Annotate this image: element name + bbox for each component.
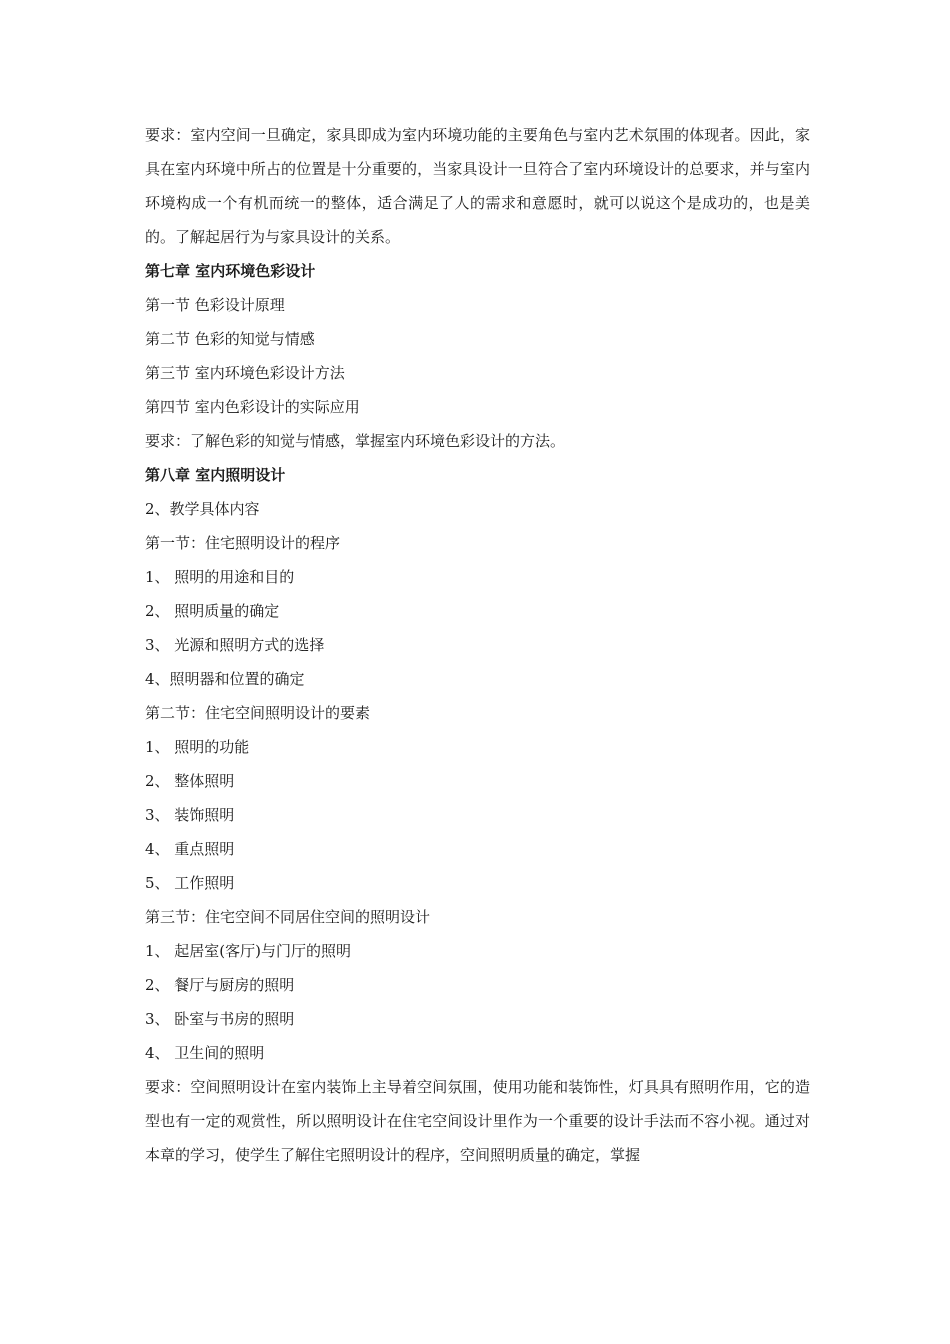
section-3-item-2: 2、 餐厅与厨房的照明 xyxy=(145,976,295,994)
section-3-title: 第三节：住宅空间不同居住空间的照明设计 xyxy=(145,908,431,926)
section-1-title: 第一节：住宅照明设计的程序 xyxy=(145,534,341,552)
chapter-7-section-2: 第二节 色彩的知觉与情感 xyxy=(145,330,315,348)
teaching-content-heading: 2、教学具体内容 xyxy=(145,500,260,518)
section-2-title: 第二节：住宅空间照明设计的要素 xyxy=(145,704,371,722)
section-1-item-3: 3、 光源和照明方式的选择 xyxy=(145,636,325,654)
chapter-7-section-4: 第四节 室内色彩设计的实际应用 xyxy=(145,398,360,416)
section-1-item-4: 4、照明器和位置的确定 xyxy=(145,670,305,688)
section-3-item-1: 1、 起居室(客厅)与门厅的照明 xyxy=(145,942,352,960)
chapter-7-requirement: 要求：了解色彩的知觉与情感，掌握室内环境色彩设计的方法。 xyxy=(145,432,566,450)
section-3-item-4: 4、 卫生间的照明 xyxy=(145,1044,265,1062)
document-page xyxy=(145,118,810,1172)
section-2-item-5: 5、 工作照明 xyxy=(145,874,235,892)
section-2-item-4: 4、 重点照明 xyxy=(145,840,235,858)
section-2-item-3: 3、 装饰照明 xyxy=(145,806,235,824)
section-1-item-2: 2、 照明质量的确定 xyxy=(145,602,280,620)
chapter-8-title: 第八章 室内照明设计 xyxy=(145,466,286,484)
section-1-item-1: 1、 照明的用途和目的 xyxy=(145,568,295,586)
lighting-requirement-paragraph: 要求：空间照明设计在室内装饰上主导着空间氛围，使用功能和装饰性，灯具具有照明作用，它的造型也有一定的观赏性，所以照明设计在住宅空间设计里作为一个重要的设计手法而不容小视。通过对本章的学习，使学生了解住宅照明设计的程序，空间照明质量的确定，掌握 xyxy=(145,1078,810,1164)
chapter-7-section-3: 第三节 室内环境色彩设计方法 xyxy=(145,364,345,382)
section-2-item-1: 1、 照明的功能 xyxy=(145,738,250,756)
chapter-7-section-1: 第一节 色彩设计原理 xyxy=(145,296,285,314)
section-3-item-3: 3、 卧室与书房的照明 xyxy=(145,1010,295,1028)
chapter-7-title: 第七章 室内环境色彩设计 xyxy=(145,262,316,280)
furniture-requirement-paragraph: 要求：室内空间一旦确定，家具即成为室内环境功能的主要角色与室内艺术氛围的体现者。因此，家具在室内环境中所占的位置是十分重要的，当家具设计一旦符合了室内环境设计的总要求，并与室内环境构成一个有机而统一的整体，适合满足了人的需求和意愿时，就可以说这个是成功的，也是美的。了解起居行为与家具设计的关系。 xyxy=(145,126,810,246)
section-2-item-2: 2、 整体照明 xyxy=(145,772,235,790)
